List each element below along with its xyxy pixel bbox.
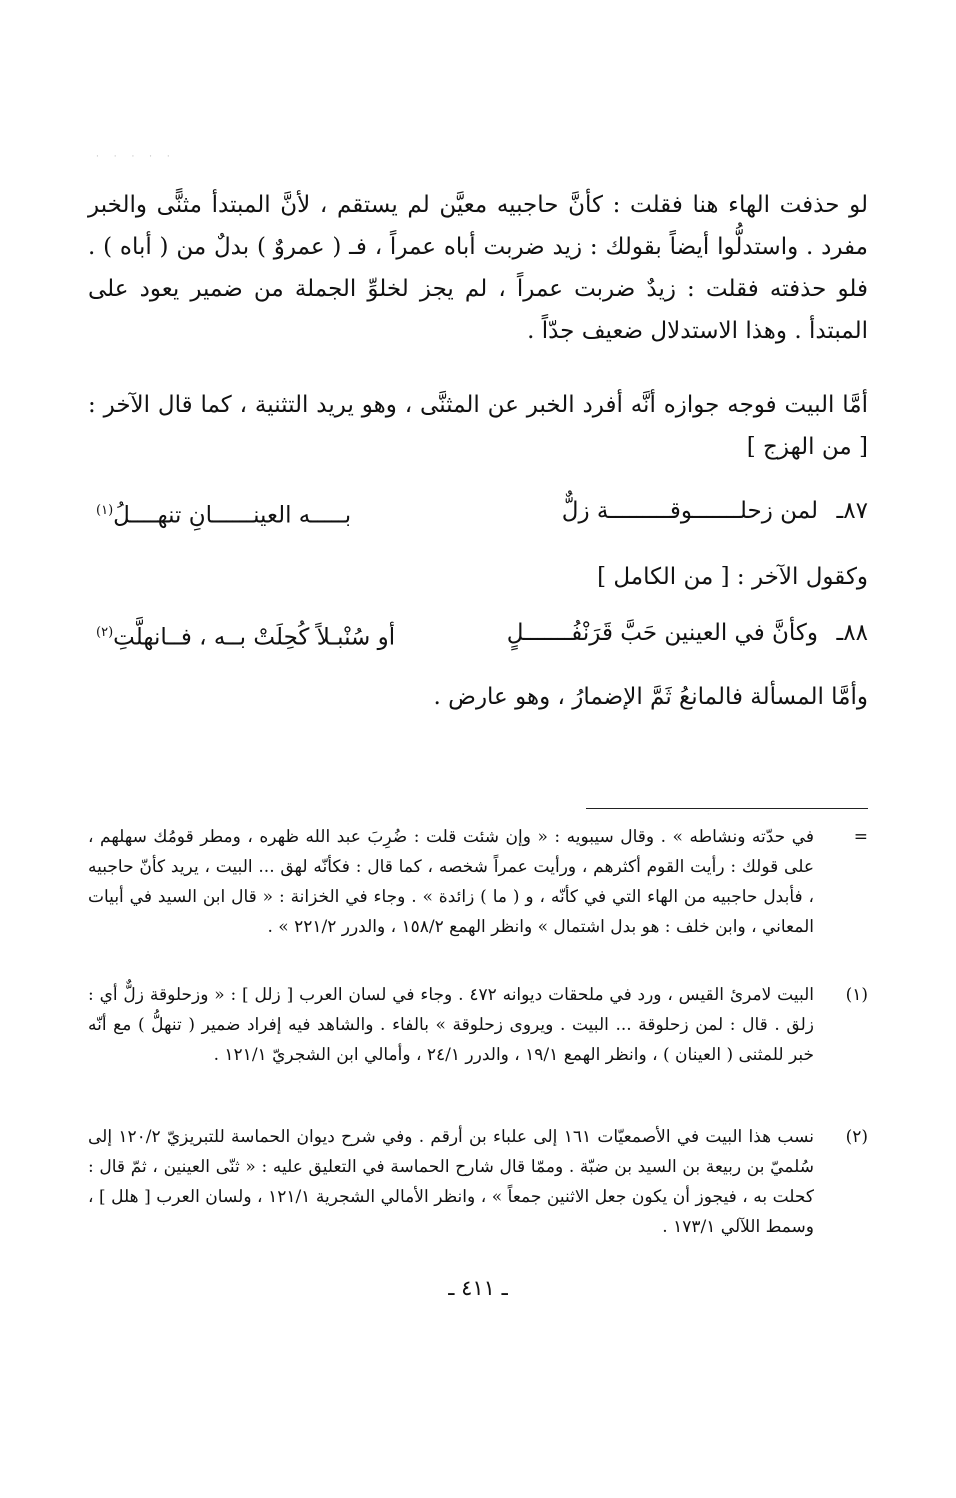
verse-hemistich-2-text: أو سُنْبـلاً كُحِلَتْ بــه ، فــانهلَّتِ [113,624,396,651]
verse-intro: وكقول الآخر : [ من الكامل ] [597,564,868,590]
footnote-text: البيت لامرئ القيس ، ورد في ملحقات ديوانه ٤٧٢ . وجاء في لسان العرب [ زلل ] : « وزحلوقة زلٌّ أي : زلق . قال : لمن زحلوقة ... البيت . ويروى زحلوقة » بالفاء . والشاهد فيه إفراد ضمير ( تنهلُّ ) مع أنّه خبر للمثنى ( العينان ) ، وانظر الهمع ١٩/١ ، والدرر ٢٤/١ ، وأمالي ابن الشجريّ ١٢١/١ . [88,985,814,1065]
verse-hemistich-2 [96,490,351,537]
verse-hemistich-1: وكأنَّ في العينين حَبَّ قَرَنْفُـــــــلٍ [506,620,818,646]
footnote-marker: (١) [845,985,868,1005]
footnote-marker: = [853,827,868,847]
verse-number: ٨٧ـ [836,498,868,524]
footnote-divider [586,808,868,809]
footnote-text: نسب هذا البيت في الأصمعيّات ١٦١ إلى علباء بن أرقم . وفي شرح ديوان الحماسة للتبريزيّ ١٢٠/٢ إلى سُلميّ بن ربيعة بن السيد بن ضبّة . وممّا قال شارح الحماسة في التعليق عليه : « ثنّى العينين ، ثمّ قال : كحلت به ، فيجوز أن يكون جعل الاثنين جمعاً » ، وانظر الأمالي الشجرية ١٢١/١ ، ولسان العرب [ هلل ] ، وسمط اللآلي ١٧٣/١ . [88,1127,814,1237]
paragraph-1: لو حذفت الهاء هنا فقلت : كأنَّ حاجبيه معيَّن لم يستقم ، لأنَّ المبتدأ مثنًّى والخبر مفرد . واستدلُّوا أيضاً بقولك : زيد ضربت أباه عمراً ، فـ ( عمروٌ ) بدلٌ من ( أباه ) . فلو حذفته فقلت : زيدٌ ضربت عمراً ، لم يجز لخلوِّ الجملة من ضمير يعود على المبتدأ . وهذا الاستدلال ضعيف جدّاً . [88,192,868,344]
footnote-ref: (١) [96,503,114,518]
footnote-1 [88,980,868,1070]
page-number: ـ ٤١١ ـ [448,1276,508,1300]
verse-87 [88,490,868,532]
scan-specks: · · · · · [96,152,176,162]
footnote-marker: (٢) [845,1127,868,1147]
closing-paragraph: وأمَّا المسألة فالمانعُ ثَمَّ الإضمارُ ، وهو عارض . [433,684,868,710]
verse-number: ٨٨ـ [836,620,868,646]
footnote-continuation [88,822,868,942]
footnote-text: في حدّته ونشاطه » . وقال سيبويه : « وإن شئت قلت : ضُرِبَ عبد الله ظهره ، ومطر قومُك سهلهم ، على قولك : رأيت القوم أكثرهم ، ورأيت عمراً شخصه ، كما قال : فكأنّه لهق ... البيت ، يريد كأنّ حاجبيه ، فأبدل حاجبيه من الهاء التي في كأنّه ، و ( ما ) زائدة » . وجاء في الخزانة : « قال ابن السيد في أبيات المعاني ، وابن خلف : هو بدل اشتمال » وانظر الهمع ١٥٨/٢ ، والدرر ٢٢١/٢ » . [88,827,814,937]
footnote-2 [88,1122,868,1242]
verse-hemistich-2 [96,612,395,659]
verse-hemistich-1: لمن زحلـــــــوقـــــــــة زلٌّ [561,498,818,524]
verse-88 [88,612,868,654]
verse-hemistich-2-text: بـــــه العينــــــانِ تنهــــلُ [113,502,352,529]
footnote-ref: (٢) [96,625,114,640]
paragraph-2: أمَّا البيت فوجه جوازه أنَّه أفرد الخبر عن المثنَّى ، وهو يريد التثنية ، كما قال الآخر : [ من الهزج ] [88,392,868,460]
